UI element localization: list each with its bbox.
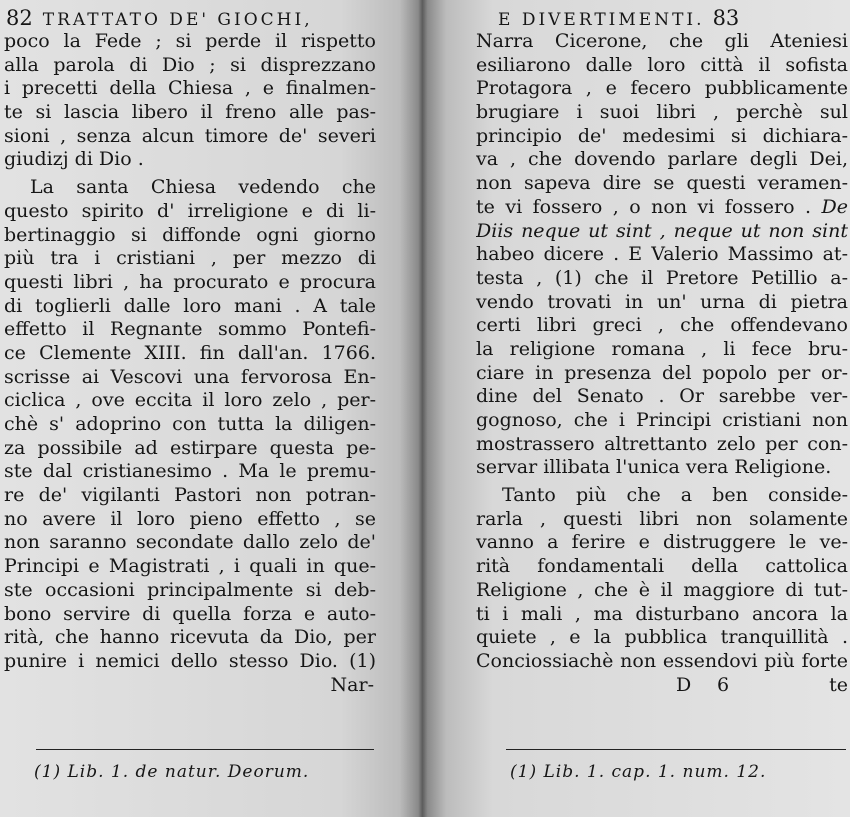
text-line: chè s' adoprino con tutta la diligen- (4, 413, 376, 435)
text-line: Conciossiachè non essendovi più forte (476, 649, 848, 672)
running-head-left (6, 6, 313, 30)
text-line: re de' vigilanti Pastori non potran- (4, 484, 376, 507)
latin-quote-start: De (821, 195, 848, 218)
footnote-rule-left (36, 749, 374, 750)
text-line: alla parola di Dio ; si disprezzano (4, 53, 376, 76)
text-line: scrisse ai Vescovi una fervorosa En- (4, 365, 376, 388)
text-line: certi libri greci , che offendevano (476, 314, 848, 337)
text-line: va , che dovendo parlare degli Dei, (476, 148, 848, 171)
text-line: vanno a ferire e distruggere le ve- (476, 531, 848, 554)
text-line: servar illibata l'unica vera Religione. (476, 456, 832, 479)
right-page (430, 0, 850, 817)
text-line: rarla , questi libri non solamente (476, 507, 848, 530)
catchword-left: Nar- (330, 673, 374, 696)
text-line: giudizj di Dio . (4, 148, 144, 171)
signature-mark: D 6 (676, 673, 730, 696)
text-line: Narra Cicerone, che gli Ateniesi (476, 30, 848, 52)
catchword-right: te (829, 673, 848, 696)
text-line: Religione , che è il maggiore di tut- (476, 578, 848, 601)
latin-quote-line: Diis neque ut sint , neque ut non sint (476, 219, 848, 242)
text-line-part: te vi fossero , o non vi fossero . (476, 195, 812, 218)
text-line: dine del Senato . Or sarebbe ver- (476, 385, 848, 408)
text-line: esiliarono dalle loro città il sofista (476, 53, 848, 76)
running-title-right: E DIVERTIMENTI. (498, 10, 705, 30)
left-page (0, 0, 410, 817)
text-line: effetto il Regnante sommo Pontefi- (4, 318, 376, 341)
text-line: i precetti della Chiesa , e finalmen- (4, 77, 376, 100)
text-line: mostrassero altrettanto zelo per con- (476, 432, 848, 455)
text-line: poco la Fede ; si perde il rispetto (4, 30, 376, 52)
running-title-left: TRATTATO DE' GIOCHI, (42, 10, 313, 30)
text-line: punire i nemici dello stesso Dio. (1) (4, 649, 376, 672)
text-line: ce Clemente XIII. fin dall'an. 1766. (4, 341, 376, 364)
text-line: questi libri , ha procurato e procura (4, 270, 376, 293)
text-line: rità fondamentali della cattolica (476, 555, 848, 578)
text-line: la religione romana , li fece bru- (476, 337, 848, 360)
text-line: questo spirito d' irreligione e di li- (4, 199, 376, 222)
text-line: non saranno secondate dallo zelo de' (4, 531, 376, 554)
text-line: principio de' medesimi si dichiara- (476, 124, 848, 147)
text-line: brugiare i suoi libri , perchè sul (476, 101, 848, 124)
footnote-rule-right (506, 749, 846, 750)
text-line: sioni , senza alcun timore de' severi (4, 124, 376, 147)
text-line: ste occasioni principalmente si deb- (4, 578, 376, 601)
footnote-right: (1) Lib. 1. cap. 1. num. 12. (510, 762, 767, 782)
text-line: bono servire di quella forza e auto- (4, 602, 376, 625)
text-line: te si lascia libero il freno alle pas- (4, 101, 376, 124)
left-page-text (4, 30, 376, 697)
text-line: gognoso, che i Principi cristiani non (476, 409, 848, 431)
text-line: no avere il loro pieno effetto , se (4, 507, 376, 530)
running-head-right (498, 6, 739, 30)
right-page-text (476, 30, 848, 697)
text-line: Tanto più che a ben conside- (502, 484, 848, 507)
text-line: rità, che hanno ricevuta da Dio, per (4, 626, 376, 649)
text-line: bertinaggio si diffonde ogni giorno (4, 223, 376, 246)
text-line: vendo trovati in un' urna di pietra (476, 290, 848, 313)
page-number-right: 83 (712, 6, 740, 30)
text-line: più tra i cristiani , per mezzo di (4, 247, 376, 270)
text-line: ciare in presenza del popolo per or- (476, 361, 848, 384)
text-line: ti i mali , ma disturbano ancora la (476, 602, 848, 625)
text-line: Principi e Magistrati , i quali in que- (4, 555, 376, 578)
text-line: ciclica , ove eccita il loro zelo , per- (4, 389, 376, 412)
text-line: Protagora , e fecero pubblicamente (476, 77, 848, 100)
text-line: habeo dicere . E Valerio Massimo at- (476, 243, 848, 266)
footnote-left: (1) Lib. 1. de natur. Deorum. (34, 762, 310, 782)
text-line: non sapeva dire se questi veramen- (476, 172, 848, 195)
text-line: di toglierli dalle loro mani . A tale (4, 294, 376, 317)
text-line: za possibile ad estirpare questa pe- (4, 436, 376, 459)
text-line: La santa Chiesa vedendo che (30, 176, 376, 199)
page-number-left: 82 (6, 6, 33, 30)
text-line: testa , (1) che il Pretore Petillio a- (476, 266, 848, 289)
text-line: quiete , e la pubblica tranquillità . (476, 626, 848, 649)
text-line (476, 196, 848, 220)
signature-line (476, 674, 848, 698)
text-line: ste dal cristianesimo . Ma le premu- (4, 460, 376, 483)
